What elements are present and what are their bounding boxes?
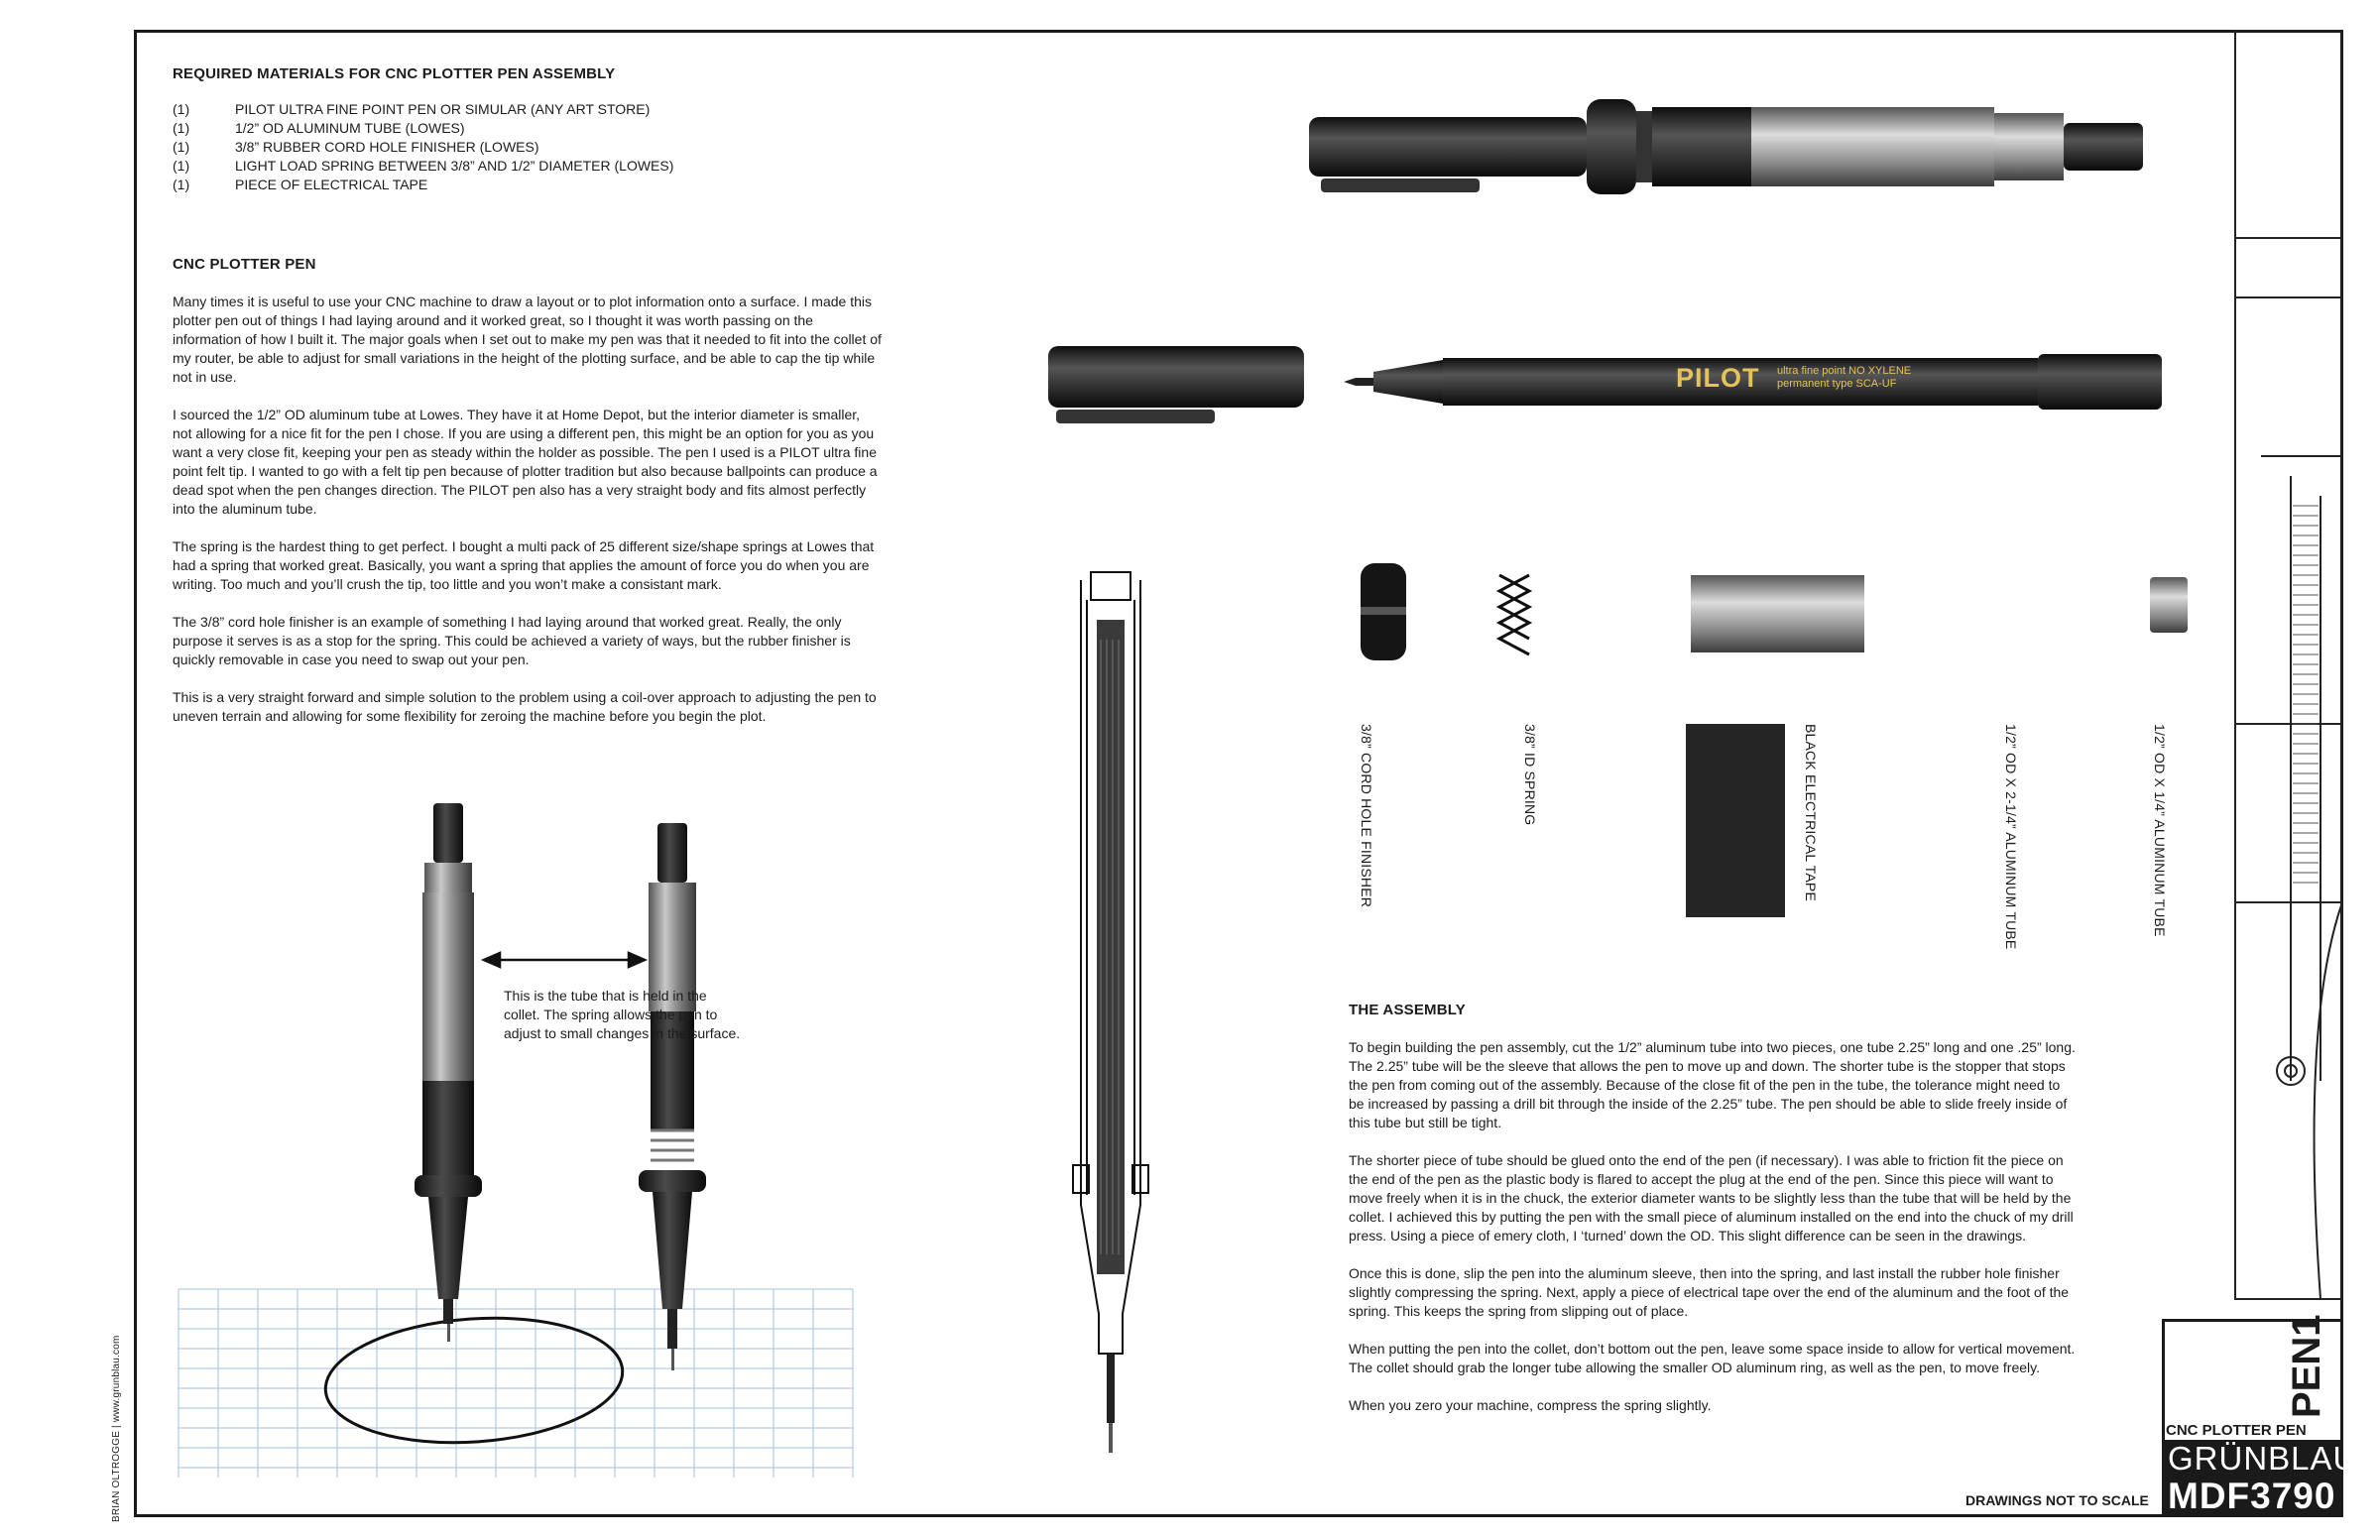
plotted-ellipse bbox=[321, 1309, 627, 1453]
intro-paragraph: Many times it is useful to use your CNC machine to draw a layout or to plot information onto a surface. I made this plotter pen out of things I had laying around and it worked great, so I thought it was worth passing on the information of how I built it. The major goals when I set out to make my pen was that it needed to fit into the collet of my router, be able to adjust for small variations in the height of the plotting surface, and be able to cap the tip while not in use. bbox=[173, 294, 882, 385]
intro-section bbox=[173, 256, 883, 745]
assembly-paragraph: When putting the pen into the collet, don’t bottom out the pen, leave some space inside to allow for vertical movement. The collet should grab the longer tube allowing the smaller OD aluminum ring, as well as the pen, to move freely. bbox=[1349, 1341, 2076, 1375]
collet-callout-text: This is the tube that is held in the collet. The spring allows the pen to adjust to small changes in the surface. bbox=[504, 988, 741, 1041]
intro-paragraph: The 3/8” cord hole finisher is an example of something I had laying around that worked great. Really, the only purpose it serves is as a stop for the spring. This could be achieved a variety of ways, but the rubber finisher is quickly removable in case you need to swap out your pen. bbox=[173, 614, 851, 667]
collet-arrow bbox=[484, 953, 645, 967]
assembled-pen-illustration bbox=[169, 793, 902, 1497]
right-edge-detail-drawing bbox=[2231, 30, 2342, 1319]
material-desc: 1/2” OD ALUMINUM TUBE (LOWES) bbox=[235, 120, 465, 136]
assembly-title: THE ASSEMBLY bbox=[1349, 1002, 1466, 1018]
long-tube-part bbox=[1691, 575, 1864, 652]
part-label: BLACK ELECTRICAL TAPE bbox=[1803, 724, 1819, 902]
pilot-pen-with-cap bbox=[1046, 342, 2167, 451]
model-number: MDF3790 bbox=[2168, 1476, 2336, 1516]
sheet-id: PEN1 bbox=[2285, 1314, 2328, 1418]
pen-label-line2: permanent type SCA-UF bbox=[1777, 378, 1897, 390]
material-item bbox=[173, 100, 867, 119]
material-item bbox=[173, 138, 867, 157]
spring-part bbox=[1499, 575, 1529, 654]
cross-section-drawing bbox=[1051, 560, 1170, 1492]
material-desc: PIECE OF ELECTRICAL TAPE bbox=[235, 177, 428, 192]
material-desc: PILOT ULTRA FINE POINT PEN OR SIMULAR (ANY ART STORE) bbox=[235, 101, 651, 117]
pen-label-text bbox=[1777, 365, 1911, 391]
material-qty: (1) bbox=[173, 139, 190, 155]
materials-title: REQUIRED MATERIALS FOR CNC PLOTTER PEN ASSEMBLY bbox=[173, 65, 616, 82]
pen-brand: PILOT bbox=[1676, 363, 1760, 393]
short-tube-part bbox=[2150, 577, 2188, 633]
project-name: CNC PLOTTER PEN bbox=[2166, 1422, 2307, 1439]
intro-paragraph: This is a very straight forward and simple solution to the problem using a coil-over approach to adjusting the pen to uneven terrain and allowing for some flexibility for zeroing the machine before you begin the plot. bbox=[173, 689, 877, 724]
material-qty: (1) bbox=[173, 101, 190, 117]
material-qty: (1) bbox=[173, 177, 190, 192]
intro-paragraphs bbox=[173, 293, 883, 726]
assembly-paragraphs bbox=[1349, 1038, 2078, 1415]
company-banner bbox=[2162, 1440, 2358, 1517]
cord-hole-finisher-part bbox=[1361, 563, 1406, 660]
assembly-paragraph: When you zero your machine, compress the spring slightly. bbox=[1349, 1397, 1712, 1413]
materials-section bbox=[173, 65, 867, 194]
materials-list bbox=[173, 100, 867, 194]
intro-title: CNC PLOTTER PEN bbox=[173, 256, 316, 273]
part-label: 3/8” CORD HOLE FINISHER bbox=[1359, 724, 1374, 908]
assembly-section bbox=[1349, 1002, 2078, 1434]
intro-paragraph: The spring is the hardest thing to get perfect. I bought a multi pack of 25 different size/shape springs at Lowes that had a spring that worked great. Basically, you want a spring that applies the amount of force you do when you are writing. Too much and you’ll crush the tip, too little and you won’t make a consistant mark. bbox=[173, 538, 875, 592]
material-qty: (1) bbox=[173, 158, 190, 174]
company-name: GRÜNBLAU bbox=[2168, 1440, 2358, 1477]
author-credit: BRIAN OLTROGGE | www.grunblau.com bbox=[111, 1335, 122, 1522]
parts-breakdown bbox=[1349, 555, 2202, 952]
electrical-tape-part bbox=[1686, 724, 1785, 917]
assembly-paragraph: Once this is done, slip the pen into the aluminum sleeve, then into the spring, and last install the rubber hole finisher slightly compressing the spring. Next, apply a piece of electrical tape over the end of the aluminum and the foot of the spring. This keeps the spring from slipping out of place. bbox=[1349, 1265, 2070, 1319]
pen-right bbox=[639, 823, 706, 1370]
part-label: 1/2” OD X 2-1/4” ALUMINUM TUBE bbox=[2003, 724, 2019, 950]
sheet-id-box bbox=[2275, 1314, 2340, 1423]
material-item bbox=[173, 119, 867, 138]
capped-pen-assembly bbox=[1309, 89, 2162, 218]
material-desc: LIGHT LOAD SPRING BETWEEN 3/8” AND 1/2” DIAMETER (LOWES) bbox=[235, 158, 674, 174]
pen-label-line1: ultra fine point NO XYLENE bbox=[1777, 365, 1912, 377]
pen-left bbox=[415, 803, 482, 1342]
material-qty: (1) bbox=[173, 120, 190, 136]
part-label: 1/2” OD X 1/4” ALUMINUM TUBE bbox=[2152, 724, 2168, 937]
intro-paragraph: I sourced the 1/2” OD aluminum tube at Lowes. They have it at Home Depot, but the interior diameter is smaller, not allowing for a nice fit for the pen I chose. If you are using a different pen, this might be an option for you as you want a very close fit, keeping your pen as steady within the holder as possible. The pen I used is a PILOT ultra fine point felt tip. I wanted to go with a felt tip pen because of plotter tradition but also because ballpoints can produce a dead spot when the pen changes direction. The PILOT pen also has a very straight body and fits almost perfectly into the aluminum tube. bbox=[173, 407, 878, 517]
assembly-paragraph: The shorter piece of tube should be glued onto the end of the pen (if necessary). I was able to friction fit the piece on the end of the pen as the plastic body is flared to accept the plug at the end of the pen. Since this piece will want to move freely when it is in the chuck, the exterior diameter wants to be slightly less than the tube that will be held by the collet. I achieved this by putting the pen with the small piece of aluminum installed on the end into the chuck of my drill press. Using a piece of emery cloth, I ‘turned’ down the OD. This slight difference can be seen in the drawings. bbox=[1349, 1152, 2074, 1244]
not-to-scale-note: DRAWINGS NOT TO SCALE bbox=[1965, 1492, 2149, 1508]
material-item bbox=[173, 157, 867, 176]
material-desc: 3/8” RUBBER CORD HOLE FINISHER (LOWES) bbox=[235, 139, 539, 155]
material-item bbox=[173, 176, 867, 194]
assembly-paragraph: To begin building the pen assembly, cut the 1/2” aluminum tube into two pieces, one tube 2.25” long and one .25” long. The 2.25” tube will be the sleeve that allows the pen to move up and down. The shorter tube is the stopper that stops the pen from coming out of the assembly. Because of the close fit of the pen in the tube, the tolerance might need to be increased by passing a drill bit through the inside of the 2.25” tube. The pen should be able to slide freely inside of this tube but still be tight. bbox=[1349, 1039, 2076, 1130]
part-label: 3/8” ID SPRING bbox=[1522, 724, 1538, 826]
